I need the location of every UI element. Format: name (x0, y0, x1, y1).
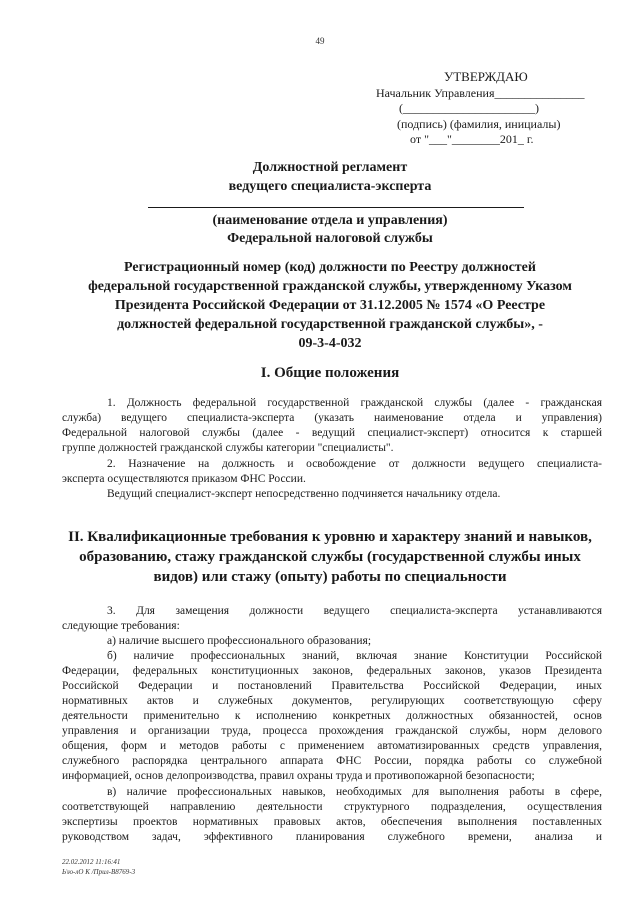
section1-p2-line2: эксперта осуществляются приказом ФНС России. (62, 473, 306, 485)
section2-v-line4: руководством задач, эффективного планирования служебного времени, анализа и (62, 831, 602, 843)
section1-p3-line1: Ведущий специалист-эксперт непосредственно подчиняется начальнику отдела. (107, 488, 501, 500)
dept-underline (148, 207, 524, 208)
registration-line3: Президента Российской Федерации от 31.12.2005 № 1574 «О Реестре (114, 298, 546, 313)
section1-p1-line3: Федеральной налоговой службы (далее - ведущий специалист-эксперт) относится к старшей (62, 427, 602, 439)
registration-line1: Регистрационный номер (код) должности по Реестру должностей (124, 260, 536, 275)
section2-p3-line2: следующие требования: (62, 620, 180, 632)
section2-b-line2: Федерации, федеральных конституционных законов, федеральных законов, указов Президента (62, 665, 602, 677)
approval-position: Начальник Управления_______________ (376, 86, 585, 100)
registration-line4: должностей федеральной государственной гражданской службы», - (117, 317, 543, 332)
approval-heading: УТВЕРЖДАЮ (444, 69, 528, 84)
section2-b-line3: Российской Федерации и постановлений Правительства Российской Федерации, иных (62, 680, 602, 692)
section2-b-line9: информацией, основ делопроизводства, правил охраны труда и противопожарной безопасности; (62, 770, 535, 782)
section1-p2-line1: 2. Назначение на должность и освобождение от должности ведущего специалиста- (107, 458, 602, 470)
doc-title-line2: ведущего специалиста-эксперта (228, 179, 432, 194)
approval-signature-line: (______________________) (399, 101, 539, 115)
service-name: Федеральной налоговой службы (227, 231, 433, 246)
section2-heading-line1: II. Квалификационные требования к уровню и характеру знаний и навыков, (68, 529, 592, 545)
section1-p1-line1: 1. Должность федеральной государственной гражданской службы (далее - гражданская (107, 397, 602, 409)
approval-date-line: от "___"________201_ г. (410, 132, 534, 146)
section2-b-line5: деятельности применительно к исполнению конкретных должностных обязанностей, основ (62, 710, 602, 722)
dept-caption: (наименование отдела и управления) (212, 213, 448, 228)
section2-p3-line1: 3. Для замещения должности ведущего специалиста-эксперта устанавливаются (107, 605, 602, 617)
section2-a-line1: а) наличие высшего профессионального образования; (107, 635, 372, 647)
section1-p1-line2: служба) ведущего специалиста-эксперта (указать наименование отдела и управления) (62, 412, 602, 424)
registration-line2: федеральной государственной гражданской службы, утвержденному Указом (88, 279, 572, 294)
section1-heading: I. Общие положения (260, 365, 400, 381)
section2-b-line7: общения, форм и методов работы с применением автоматизированных средств управления, (62, 740, 602, 752)
section1-p1-line4: группе должностей гражданской службы категории "специалисты". (62, 442, 394, 454)
section2-b-line6: управления и организации труда, процесса прохождения гражданской службы, норм делового (62, 725, 602, 737)
page-number: 49 (315, 36, 325, 46)
section2-heading-line2: образованию, стажу гражданской службы (государственной службы иных (79, 549, 581, 565)
registration-code: 09-3-4-032 (298, 336, 362, 351)
section2-heading-line3: видов) или стажу (опыту) работы по специальности (153, 569, 507, 585)
section2-b-line1: б) наличие профессиональных знаний, включая знание Конституции Российской (107, 650, 602, 662)
approval-signature-caption: (подпись) (фамилия, инициалы) (397, 117, 561, 131)
section2-v-line2: соответствующей направлению деятельности структурного подразделения, осуществления (62, 801, 602, 813)
doc-title-line1: Должностной регламент (252, 160, 408, 175)
section2-b-line8: служебного распорядка центрального аппарата ФНС России, порядка работы со служебной (62, 755, 602, 767)
footer-file-code: Ь\ю-лО К /Прил-В8769-3 (62, 868, 136, 876)
section2-v-line1: в) наличие профессиональных навыков, необходимых для выполнения работы в сфере, (107, 786, 602, 798)
footer-timestamp: 22.02.2012 11:16:41 (62, 858, 121, 866)
section2-v-line3: экспертизы проектов нормативных правовых актов, обеспечения выполнения поставленных (62, 816, 602, 828)
section2-b-line4: нормативных актов и служебных документов, регулирующих соответствующую сферу (62, 695, 602, 707)
